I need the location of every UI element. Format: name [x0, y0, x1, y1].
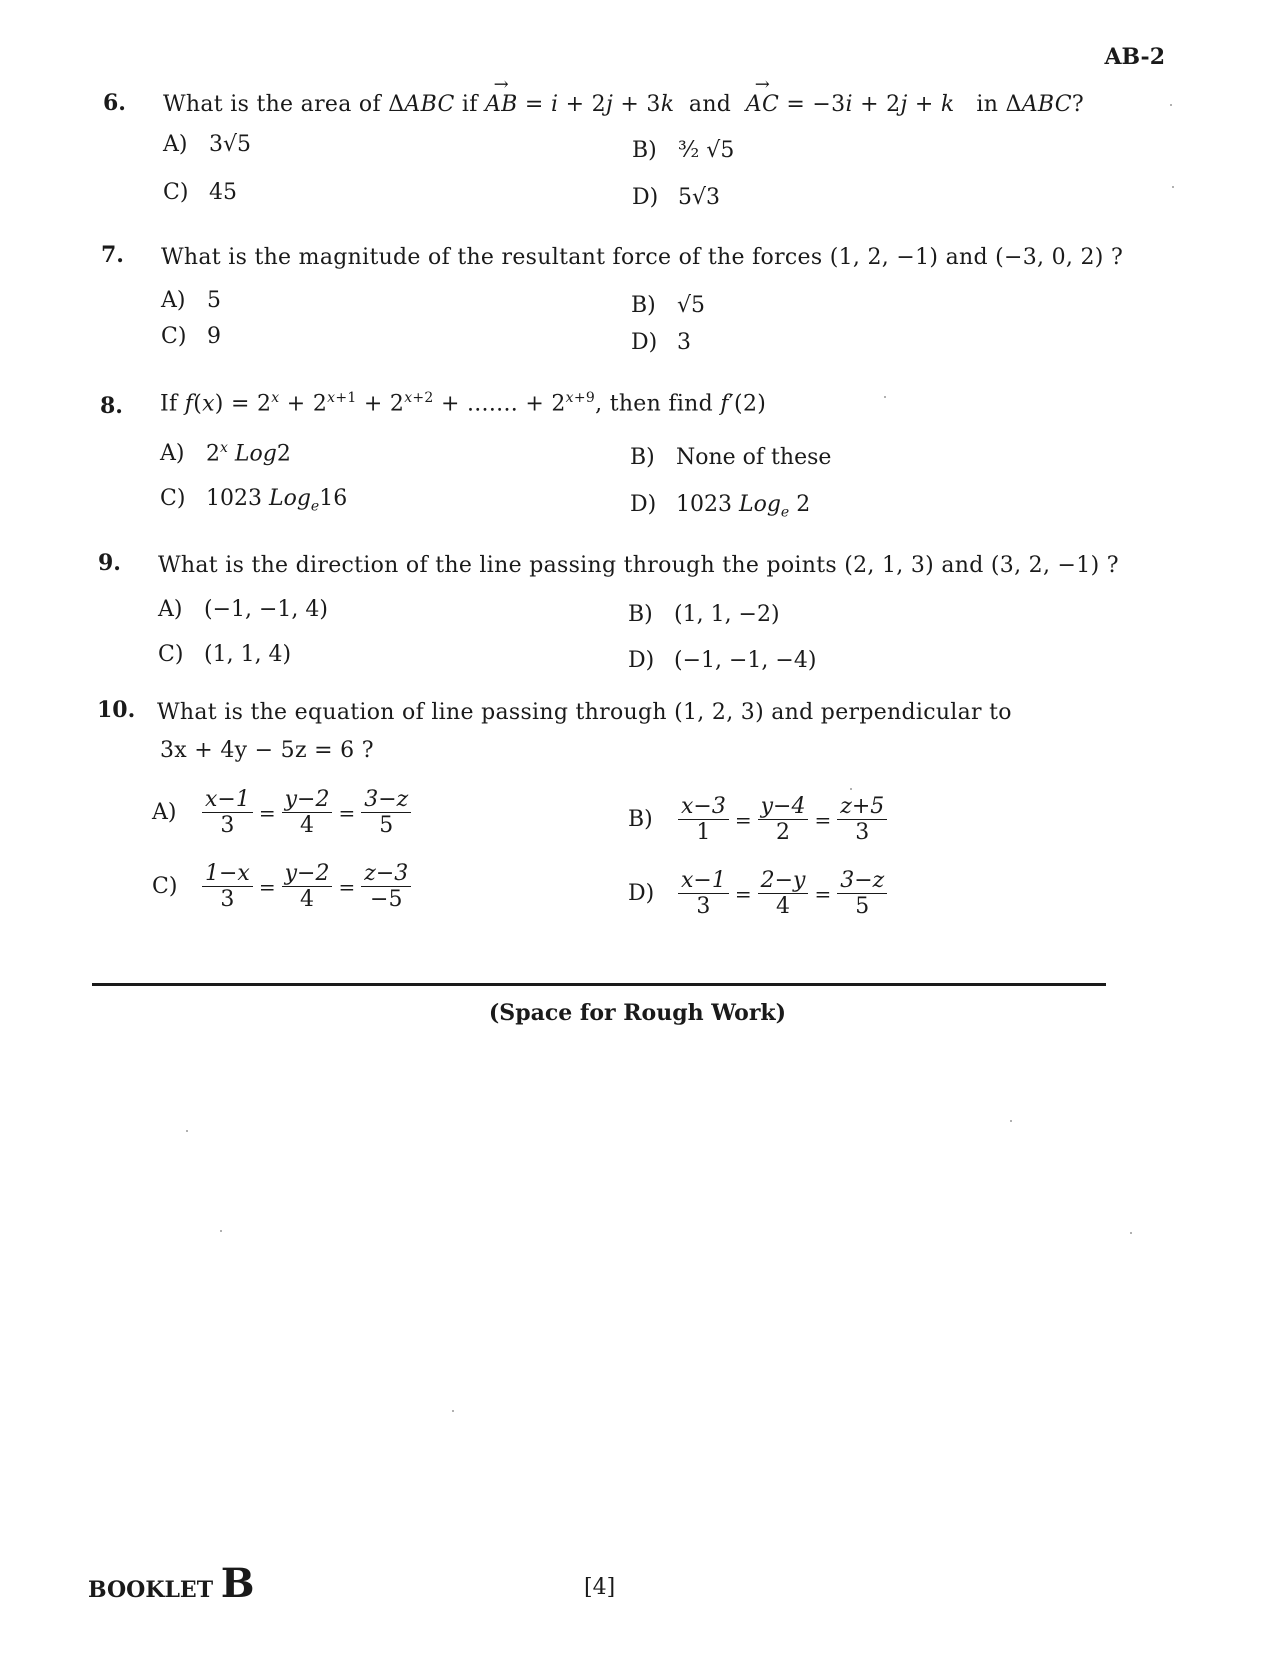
- fraction: $\frac{3-z}{5}$: [837, 868, 887, 920]
- option-b: B) None of these: [630, 445, 832, 470]
- option-d: D) $\frac{x-1}{3}$ = $\frac{2-y}{4}$ = $\frac{3-z}{5}$: [628, 868, 891, 920]
- question-number: 9.: [98, 550, 121, 576]
- rough-work-heading: (Space for Rough Work): [488, 1000, 787, 1026]
- scan-speck: [1130, 1232, 1132, 1234]
- fraction: $\frac{z-3}{-5}$: [361, 861, 411, 913]
- option-b: B) (1, 1, −2): [628, 602, 780, 627]
- question-text-line2: 3x + 4y − 5z = 6 ?: [160, 738, 374, 763]
- booklet-label: BOOKLET B: [88, 1560, 255, 1607]
- option-b: B) $\frac{x-3}{1}$ = $\frac{y-4}{2}$ = $\frac{z+5}{3}$: [628, 794, 891, 846]
- scan-speck: [186, 1130, 188, 1132]
- fraction: $\frac{1-x}{3}$: [202, 861, 253, 913]
- fraction: $\frac{y-2}{4}$: [282, 787, 333, 839]
- fraction: $\frac{y-2}{4}$: [282, 861, 333, 913]
- option-d: D) (−1, −1, −4): [628, 648, 817, 673]
- question-number: 8.: [100, 393, 123, 419]
- option-a: A) $\frac{x-1}{3}$ = $\frac{y-2}{4}$ = $\frac{3-z}{5}$: [152, 787, 415, 839]
- option-c: C) 45: [163, 180, 237, 205]
- fraction: $\frac{3-z}{5}$: [361, 787, 411, 839]
- scan-speck: [850, 788, 852, 790]
- fraction: $\frac{2-y}{4}$: [758, 868, 809, 920]
- option-a: A) 2$^x$ Log2: [160, 440, 291, 467]
- option-d: D) 1023 Log$_e$ 2: [630, 492, 811, 521]
- fraction: $\frac{y-4}{2}$: [758, 794, 809, 846]
- option-a: A) 5: [161, 288, 221, 313]
- question-text: What is the magnitude of the resultant force of the forces (1, 2, −1) and (−3, 0, 2) ?: [161, 245, 1124, 270]
- paper-code: AB-2: [1104, 44, 1165, 70]
- fraction: $\frac{x-1}{3}$: [678, 868, 729, 920]
- question-text: If $f(x) = 2^x + 2^{x+1} + 2^{x+2}$ + ....... + $2^{x+9}$, then find f′(2): [160, 390, 767, 417]
- scan-speck: [1172, 186, 1174, 188]
- divider-rule: [92, 983, 1106, 986]
- option-c: C) 9: [161, 324, 221, 349]
- question-text-line1: What is the equation of line passing through (1, 2, 3) and perpendicular to: [157, 700, 1012, 725]
- fraction: $\frac{z+5}{3}$: [837, 794, 887, 846]
- fraction: $\frac{x-3}{1}$: [678, 794, 729, 846]
- page-number: [4]: [584, 1575, 616, 1600]
- scan-speck: [452, 1410, 454, 1412]
- option-c: C) (1, 1, 4): [158, 642, 292, 667]
- question-number: 6.: [103, 90, 126, 116]
- question-text: What is the area of ΔABC if → AB = i + 2j + 3k and → AC = −3i + 2j + k in ΔABC?: [163, 92, 1084, 117]
- option-d: D) 3: [631, 330, 691, 355]
- option-b: B) √5: [631, 293, 706, 318]
- scan-speck: [220, 1230, 222, 1232]
- option-c: C) 1023 Log$_e$16: [160, 486, 348, 515]
- option-c: C) $\frac{1-x}{3}$ = $\frac{y-2}{4}$ = $\frac{z-3}{-5}$: [152, 861, 415, 913]
- scan-speck: [1010, 1120, 1012, 1122]
- question-number: 10.: [97, 697, 136, 723]
- option-a: A) 3√5: [163, 132, 252, 157]
- option-a: A) (−1, −1, 4): [158, 597, 328, 622]
- question-number: 7.: [101, 242, 124, 268]
- option-b: B) ³⁄₂ √5: [632, 138, 735, 163]
- scan-speck: [1170, 104, 1172, 106]
- option-d: D) 5√3: [632, 185, 721, 210]
- scan-speck: [884, 396, 886, 398]
- question-text: What is the direction of the line passing through the points (2, 1, 3) and (3, 2, −1) ?: [158, 553, 1119, 578]
- fraction: $\frac{x-1}{3}$: [202, 787, 253, 839]
